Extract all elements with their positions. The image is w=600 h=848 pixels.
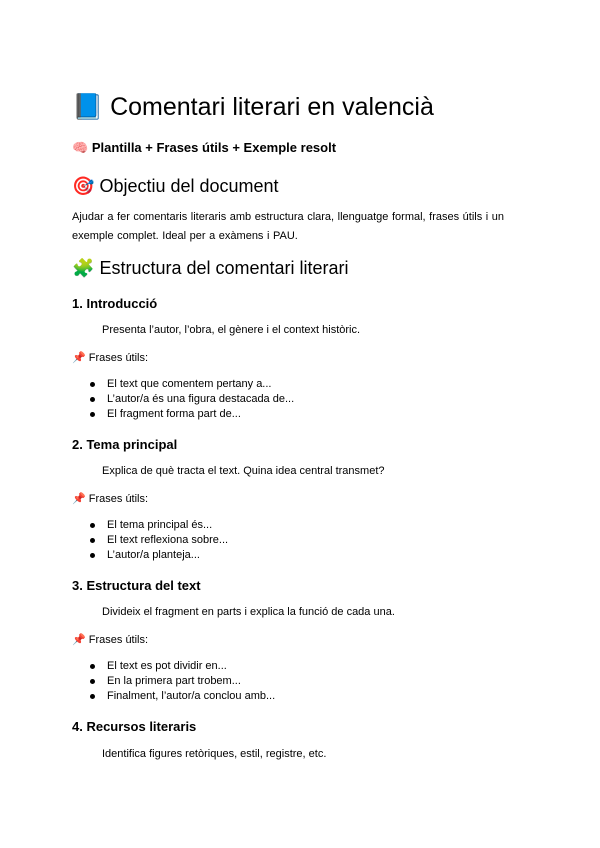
list-item: L’autor/a és una figura destacada de...	[72, 392, 294, 407]
list-item: El text es pot dividir en...	[72, 659, 275, 674]
section-description: Identifica figures retòriques, estil, registre, etc.	[102, 748, 327, 760]
document-title-text: Comentari literari en valencià	[110, 93, 434, 121]
blue-book-icon: 📘	[72, 93, 104, 121]
pushpin-icon: 📌	[72, 493, 86, 505]
list-item: El fragment forma part de...	[72, 407, 294, 422]
objective-paragraph: Ajudar a fer comentaris literaris amb estructura clara, llenguatge formal, frases útils i un exemple complet. Ideal per a exàmens i PAU.	[72, 211, 505, 242]
list-item: Finalment, l’autor/a conclou amb...	[72, 689, 275, 704]
section-heading-estructura: 3. Estructura del text	[72, 578, 201, 593]
pushpin-icon: 📌	[72, 634, 86, 646]
section-heading-tema: 2. Tema principal	[72, 437, 178, 452]
section-description: Explica de què tracta el text. Quina idea central transmet?	[102, 465, 385, 477]
document-subtitle	[72, 140, 336, 156]
phrases-list	[72, 659, 275, 704]
structure-heading-text: Estructura del comentari literari	[99, 258, 349, 278]
pushpin-icon: 📌	[72, 352, 86, 364]
structure-heading	[72, 258, 349, 279]
phrases-label: 📌 Frases útils:	[72, 352, 149, 364]
target-icon: 🎯	[72, 176, 95, 196]
phrases-label: 📌 Frases útils:	[72, 493, 149, 505]
list-item: El text que comentem pertany a...	[72, 377, 294, 392]
phrases-list	[72, 518, 228, 563]
section-heading-recursos: 4. Recursos literaris	[72, 719, 197, 734]
phrases-label: 📌 Frases útils:	[72, 634, 149, 646]
list-item: En la primera part trobem...	[72, 674, 275, 689]
document-subtitle-text: Plantilla + Frases útils + Exemple resolt	[91, 140, 337, 155]
section-description: Presenta l’autor, l’obra, el gènere i el context històric.	[102, 324, 361, 336]
section-description: Divideix el fragment en parts i explica la funció de cada una.	[102, 606, 395, 618]
section-heading-introduccio: 1. Introducció	[72, 296, 158, 311]
objective-heading	[72, 176, 279, 197]
list-item: El text reflexiona sobre...	[72, 533, 228, 548]
list-item: L’autor/a planteja...	[72, 548, 228, 563]
list-item: El tema principal és...	[72, 518, 228, 533]
objective-heading-text: Objectiu del document	[99, 176, 279, 196]
document-title	[72, 92, 434, 122]
brain-icon: 🧠	[72, 140, 89, 155]
puzzle-piece-icon: 🧩	[72, 258, 95, 278]
phrases-list	[72, 377, 294, 422]
